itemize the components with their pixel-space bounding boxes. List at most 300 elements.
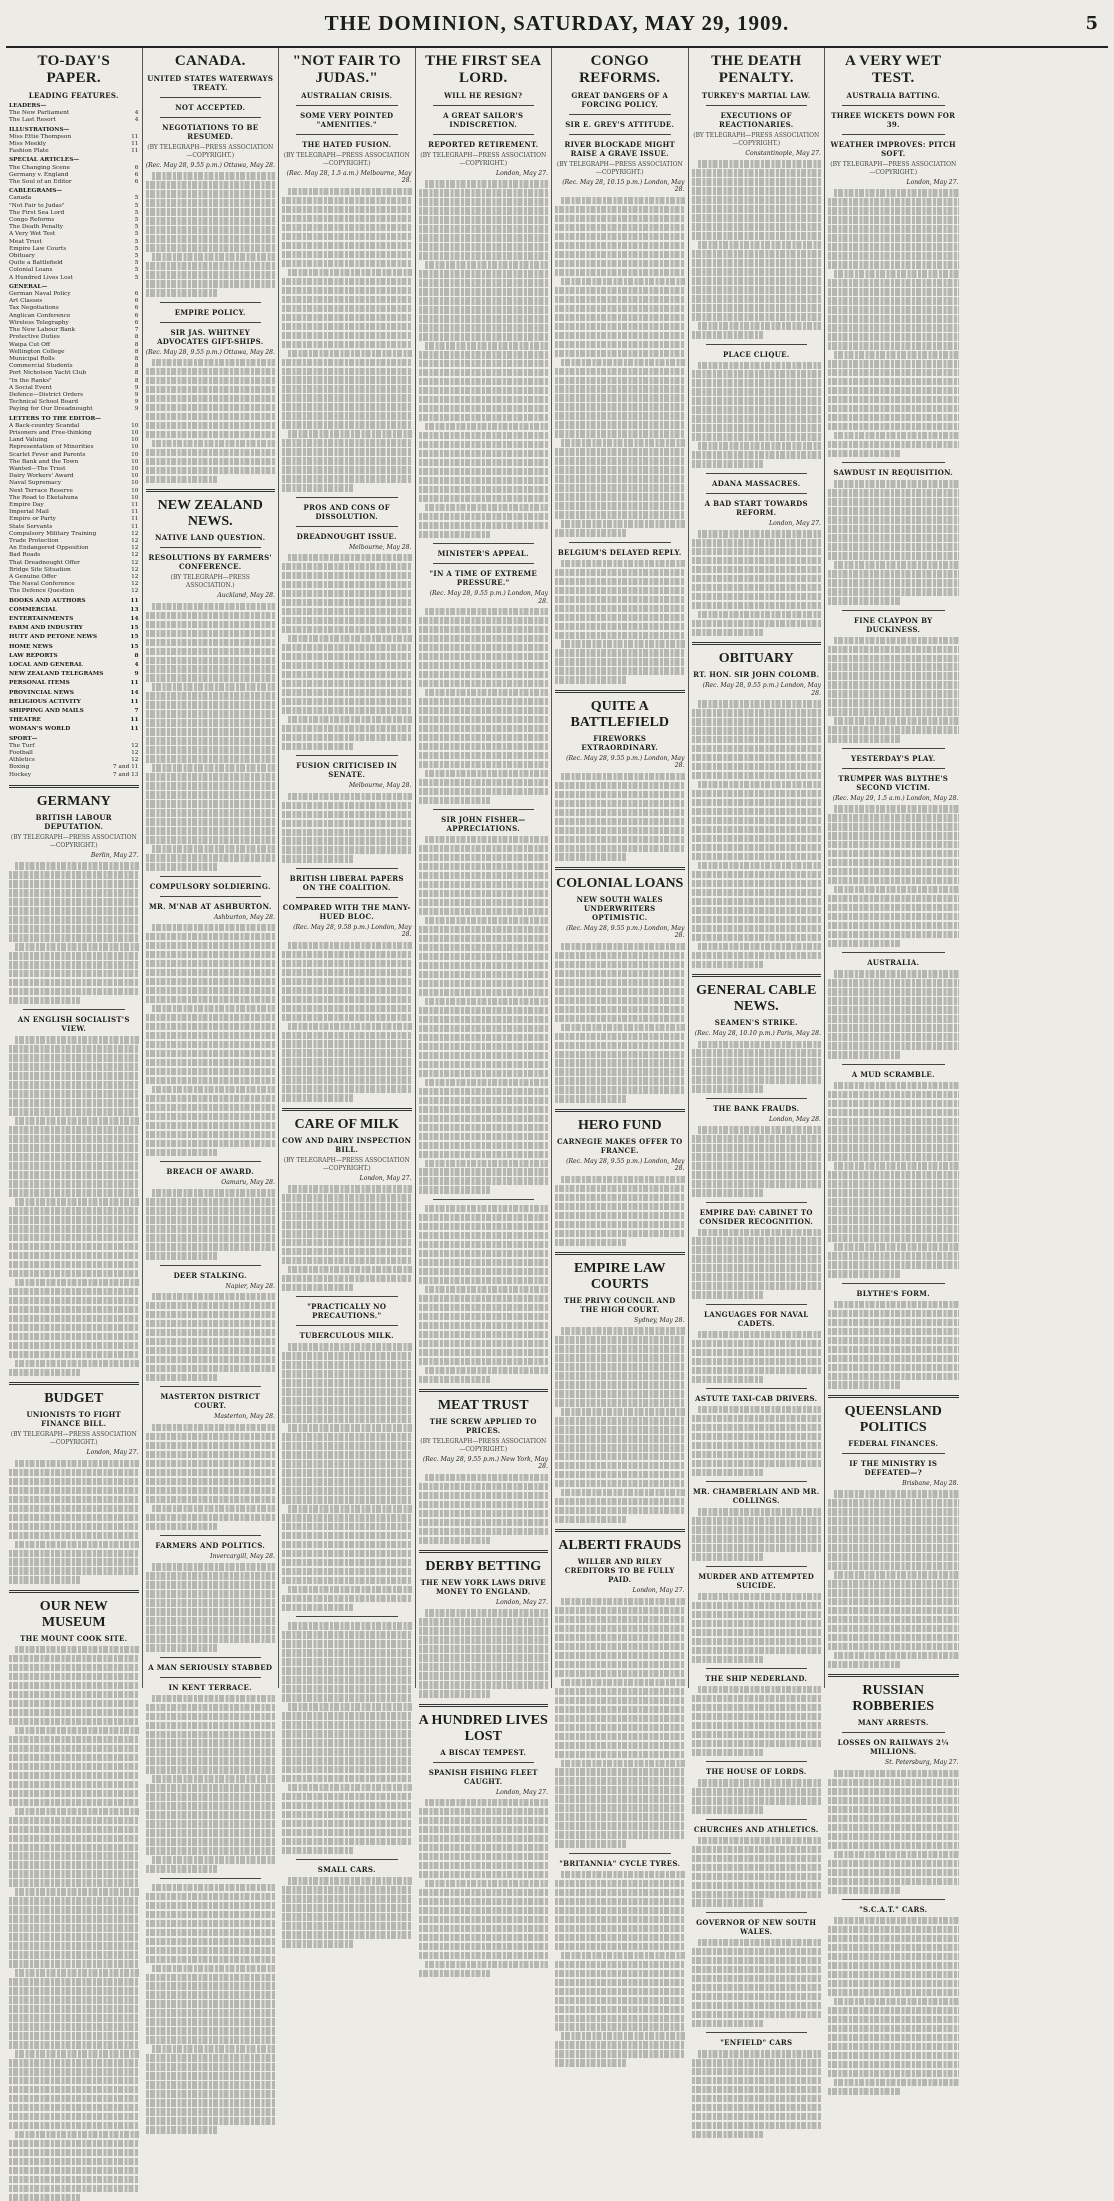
text-line: [555, 997, 685, 1004]
dateline: London, May 28.: [769, 1115, 821, 1123]
divider: [160, 97, 262, 98]
text-line: [146, 1947, 276, 1954]
text-line: [419, 1889, 549, 1896]
toc-entry: [9, 459, 139, 466]
text-line: [282, 332, 412, 339]
text-line: [146, 710, 276, 717]
text-line: [698, 241, 822, 248]
text-line: [828, 441, 959, 448]
text-line: [282, 960, 412, 967]
story-subhead: DEER STALKING.: [173, 1270, 247, 1280]
text-line: [555, 215, 685, 222]
byline: (BY TELEGRAPH—PRESS ASSOCIATION—COPYRIGHT.): [556, 161, 683, 176]
text-line: [828, 1033, 959, 1040]
text-line: [9, 2104, 139, 2111]
toc-entry: [9, 750, 139, 757]
text-line: [555, 466, 685, 473]
text-line: [419, 495, 549, 502]
text-line: [692, 1695, 822, 1702]
text-line: [146, 476, 217, 483]
text-line: [419, 1528, 549, 1535]
text-line: [282, 644, 412, 651]
text-line: [419, 1268, 549, 1275]
dateline: London, May 27.: [496, 170, 548, 177]
text-line: [9, 1261, 139, 1268]
dateline: London, May 27.: [632, 1587, 685, 1595]
text-line: [828, 543, 959, 550]
text-line: [419, 1510, 549, 1517]
text-line: [9, 961, 139, 968]
text-line: [692, 1984, 822, 1991]
toc-entry: [9, 370, 139, 377]
text-line: [692, 763, 822, 770]
text-line: [828, 579, 959, 586]
story-subhead: MR. M'NAB AT ASHBURTON.: [148, 901, 272, 911]
toc-entry-title: Protective Duties: [9, 334, 60, 341]
dateline: (Rec. May 28, 9.55 p.m.) London, May 28.: [566, 1157, 685, 1173]
text-line: [146, 1911, 276, 1918]
text-line: [555, 1813, 685, 1820]
toc-entry: [9, 625, 139, 632]
text-line: [692, 1975, 822, 1982]
text-line: [282, 987, 412, 994]
text-line: [555, 305, 685, 312]
text-line: [828, 913, 959, 920]
text-line: [555, 658, 685, 665]
story-headline: OBITUARY: [718, 651, 794, 667]
text-line: [15, 1360, 139, 1367]
text-line: [555, 1979, 685, 1986]
toc-entry: [9, 349, 139, 356]
text-line: [828, 877, 959, 884]
toc-entry: [9, 607, 139, 614]
text-line: [9, 1691, 139, 1698]
text-line: [692, 1713, 822, 1720]
text-line: [152, 764, 276, 771]
text-line: [828, 2007, 959, 2014]
text-line: [282, 1049, 412, 1056]
text-line: [282, 1931, 412, 1938]
text-line: [698, 611, 822, 618]
story-subhead: PROS AND CONS OF DISSOLUTION.: [303, 502, 390, 521]
divider: [569, 542, 671, 543]
text-line: [828, 333, 959, 340]
text-line: [419, 1133, 549, 1140]
text-line: [828, 1006, 959, 1013]
text-line: [828, 369, 959, 376]
text-line: [828, 414, 959, 421]
text-line: [146, 791, 276, 798]
text-line: [282, 1248, 412, 1255]
text-line: [425, 1880, 549, 1887]
story-body: [828, 189, 959, 457]
text-line: [146, 1766, 276, 1773]
text-line: [282, 475, 412, 482]
divider: [692, 642, 822, 645]
text-line: [555, 1804, 685, 1811]
story-subhead: RIVER BLOCKADE MIGHT RAISE A GRAVE ISSUE.: [564, 140, 676, 158]
text-line: [692, 1749, 763, 1756]
story-body: [282, 188, 412, 492]
text-line: [146, 1460, 276, 1467]
toc-entry-page: 10: [131, 458, 139, 465]
divider: [842, 1732, 945, 1733]
text-line: [419, 225, 549, 232]
text-line: [692, 934, 822, 941]
text-line: [698, 530, 822, 537]
text-line: [9, 1960, 139, 1967]
toc-entry-title: Hockey: [9, 771, 32, 778]
story-body: [146, 1695, 276, 1873]
text-line: [692, 1873, 822, 1880]
dateline: London, May 27.: [496, 1788, 548, 1796]
column-5: [552, 48, 689, 1868]
text-line: [419, 207, 549, 214]
story-body: [419, 1474, 549, 1544]
toc-entry-title: "Not Fair to Judas": [9, 202, 65, 209]
story-subhead: COW AND DAIRY INSPECTION BILL.: [282, 1135, 412, 1154]
text-line: [419, 531, 490, 538]
story-body: [692, 1686, 822, 1756]
text-line: [692, 1076, 822, 1083]
text-line: [9, 1189, 139, 1196]
column-headline: A VERY WET TEST.: [845, 53, 942, 86]
text-line: [692, 1704, 822, 1711]
text-line: [152, 172, 276, 179]
toc-entry-title: A Social Event: [9, 384, 52, 391]
text-line: [146, 942, 276, 949]
text-line: [146, 719, 276, 726]
text-line: [282, 457, 412, 464]
text-line: [9, 871, 139, 878]
text-line: [555, 800, 685, 807]
text-line: [9, 1288, 139, 1295]
text-line: [282, 996, 412, 1003]
text-line: [146, 1802, 276, 1809]
masthead: [6, 0, 1108, 48]
text-line: [692, 2020, 763, 2027]
text-line: [561, 1408, 685, 1415]
story-subhead: THE HATED FUSION.: [302, 140, 392, 149]
dateline: London, May 27.: [769, 519, 821, 527]
toc-entry-title: Bridge Site Situation: [9, 566, 71, 573]
text-line: [828, 663, 959, 670]
text-line: [698, 1686, 822, 1693]
text-line: [828, 1580, 959, 1587]
text-line: [555, 1961, 685, 1968]
text-line: [828, 2061, 959, 2068]
text-line: [828, 1806, 959, 1813]
divider: [160, 1265, 262, 1266]
divider: [706, 105, 808, 106]
text-line: [828, 1553, 959, 1560]
text-line: [419, 333, 549, 340]
toc-entry: [9, 385, 139, 392]
dateline: Melbourne, May 28.: [348, 543, 412, 551]
text-line: [282, 233, 412, 240]
text-line: [419, 279, 549, 286]
text-line: [282, 1940, 353, 1947]
text-line: [828, 1944, 959, 1951]
story-subhead: RT. HON. SIR JOHN COLOMB.: [693, 670, 820, 680]
text-line: [9, 1063, 139, 1070]
text-line: [146, 1077, 276, 1084]
text-line: [9, 1478, 139, 1485]
divider: [296, 868, 398, 869]
text-line: [15, 1646, 139, 1653]
text-line: [425, 1474, 549, 1481]
text-line: [828, 895, 959, 902]
story-body: [555, 1327, 685, 1523]
text-line: [419, 441, 549, 448]
text-line: [834, 1490, 959, 1497]
toc-entry: [9, 253, 139, 260]
text-line: [834, 637, 959, 644]
text-line: [419, 899, 549, 906]
text-line: [419, 1826, 549, 1833]
divider: [433, 105, 535, 106]
text-line: [692, 2086, 822, 2093]
text-line: [9, 1879, 139, 1886]
toc-entry-page: 12: [131, 750, 139, 757]
text-line: [146, 1974, 276, 1981]
text-line: [692, 1788, 822, 1795]
text-line: [555, 1706, 685, 1713]
text-line: [555, 1880, 685, 1887]
toc-entry: [9, 305, 139, 312]
text-line: [9, 1942, 139, 1949]
toc-entry-title: Athletics: [9, 757, 35, 764]
text-line: [419, 743, 549, 750]
toc-entry-page: 10: [131, 473, 139, 480]
text-line: [419, 1016, 549, 1023]
text-line: [425, 504, 549, 511]
toc-entry: [9, 757, 139, 764]
text-line: [9, 1817, 139, 1824]
text-line: [555, 2041, 685, 2048]
text-line: [9, 880, 139, 887]
text-line: [282, 260, 412, 267]
text-line: [146, 755, 276, 762]
text-line: [282, 1257, 412, 1264]
text-line: [419, 926, 549, 933]
text-line: [282, 1221, 412, 1228]
text-line: [282, 1802, 412, 1809]
text-line: [425, 1799, 549, 1806]
text-line: [834, 886, 959, 893]
text-line: [561, 943, 685, 950]
divider: [160, 117, 262, 118]
text-line: [419, 369, 549, 376]
text-line: [9, 1924, 139, 1931]
story-body: [419, 1205, 549, 1383]
text-line: [282, 1541, 412, 1548]
text-line: [419, 1043, 549, 1050]
text-line: [282, 1388, 412, 1395]
text-line: [9, 1523, 139, 1530]
text-line: [282, 1397, 412, 1404]
text-line: [9, 970, 139, 977]
text-line: [419, 935, 549, 942]
text-line: [146, 1140, 276, 1147]
toc-entry-page: 5: [134, 274, 139, 281]
text-line: [146, 449, 276, 456]
story-subhead: COMPULSORY SOLDIERING.: [149, 881, 271, 891]
text-line: [828, 690, 959, 697]
text-line: [419, 1681, 549, 1688]
story-body: [419, 836, 549, 1194]
toc-entry-page: 10: [131, 422, 139, 429]
toc-entry-title: THEATRE: [9, 717, 41, 724]
text-line: [692, 1085, 763, 1092]
divider: [9, 785, 139, 788]
dateline: (Rec. May 28, 9.55 p.m.) London, May 28.: [429, 590, 548, 605]
text-line: [419, 881, 549, 888]
column-6: [689, 48, 826, 2048]
toc-entry-title: HOME NEWS: [9, 643, 53, 650]
text-line: [152, 1775, 276, 1782]
text-line: [698, 442, 822, 449]
text-line: [555, 596, 685, 603]
divider: [842, 610, 945, 611]
dateline: (Rec. May 28, 1.5 a.m.) Melbourne, May 28.: [286, 170, 412, 185]
toc-entry-title: That Dreadnought Offer: [9, 559, 80, 566]
text-line: [9, 1514, 139, 1521]
dateline: London, May 27.: [906, 179, 959, 186]
toc-section: CABLEGRAMS—: [9, 188, 63, 195]
text-line: [555, 484, 685, 491]
text-line: [834, 351, 959, 358]
text-line: [15, 862, 139, 869]
story-body: [555, 773, 685, 861]
text-line: [146, 960, 276, 967]
toc-entry-title: Miss Meekly: [9, 141, 47, 148]
text-line: [555, 952, 685, 959]
text-line: [282, 439, 412, 446]
text-line: [288, 350, 412, 357]
toc-entry-title: COMMERCIAL: [9, 606, 57, 613]
text-line: [828, 1337, 959, 1344]
text-line: [282, 671, 412, 678]
text-line: [9, 1532, 139, 1539]
text-line: [828, 1661, 900, 1668]
text-line: [555, 2059, 626, 2066]
text-line: [146, 1626, 276, 1633]
text-line: [146, 2027, 276, 2034]
text-line: [828, 234, 959, 241]
toc-entry: [9, 275, 139, 282]
text-line: [692, 2077, 822, 2084]
toc-entry-title: Technical School Board: [9, 399, 79, 406]
text-line: [146, 1704, 276, 1711]
text-line: [282, 1451, 412, 1458]
story-body: [828, 1917, 959, 2095]
text-line: [146, 1829, 276, 1836]
text-line: [146, 1748, 276, 1755]
text-line: [288, 1185, 412, 1192]
text-line: [282, 242, 412, 249]
text-line: [828, 288, 959, 295]
story-subhead: "IN A TIME OF EXTREME PRESSURE.": [429, 569, 538, 588]
text-line: [555, 332, 685, 339]
text-line: [555, 1444, 685, 1451]
text-line: [561, 773, 685, 780]
column-headline: CONGO REFORMS.: [579, 53, 661, 86]
text-line: [561, 1024, 685, 1031]
toc-section: LEADERS—: [9, 103, 47, 109]
story-subhead: "PRACTICALLY NO PRECAUTIONS.": [307, 1302, 387, 1321]
text-line: [146, 1252, 217, 1259]
text-line: [692, 1806, 763, 1813]
text-line: [828, 1526, 959, 1533]
text-line: [146, 987, 276, 994]
text-line: [692, 1882, 822, 1889]
text-line: [419, 980, 549, 987]
text-line: [828, 243, 959, 250]
story-subhead: BRITISH LIBERAL PAPERS ON THE COALITION.: [289, 873, 404, 892]
text-line: [828, 1118, 959, 1125]
text-line: [419, 707, 549, 714]
text-line: [834, 432, 959, 439]
text-line: [555, 1943, 685, 1950]
text-line: [152, 1884, 276, 1891]
text-line: [152, 359, 276, 366]
text-line: [9, 2095, 139, 2102]
text-line: [9, 1664, 139, 1671]
text-line: [146, 827, 276, 834]
text-line: [555, 1363, 685, 1370]
toc-entry: [9, 671, 139, 678]
dateline: (Rec. May 28, 9.55 p.m.) London, May 28.: [566, 924, 685, 940]
dateline: London, May 27.: [359, 1174, 412, 1182]
text-line: [9, 1315, 139, 1322]
text-line: [146, 1514, 276, 1521]
text-line: [419, 716, 549, 723]
text-line: [146, 1216, 276, 1223]
toc-entry-page: 12: [131, 552, 139, 559]
text-line: [419, 315, 549, 322]
text-line: [555, 1625, 685, 1632]
text-line: [692, 187, 822, 194]
divider: [842, 1899, 945, 1900]
dateline: St. Petersburg, May 27.: [885, 1759, 959, 1767]
text-line: [146, 692, 276, 699]
text-line: [146, 1938, 276, 1945]
text-line: [282, 707, 412, 714]
toc-entry: [9, 545, 139, 552]
byline: (BY TELEGRAPH—PRESS ASSOCIATION—COPYRIGHT.): [147, 144, 274, 159]
text-line: [828, 360, 959, 367]
story-subhead: LOSSES ON RAILWAYS 2¼ MILLIONS.: [837, 1738, 949, 1757]
text-line: [419, 1177, 549, 1184]
text-line: [9, 1861, 139, 1868]
text-line: [419, 468, 549, 475]
text-line: [419, 189, 549, 196]
text-line: [152, 603, 276, 610]
text-line: [555, 323, 685, 330]
text-line: [419, 1898, 549, 1905]
story-subhead: ADANA MASSACRES.: [711, 478, 801, 488]
story-subhead: TUBERCULOUS MILK.: [299, 1331, 394, 1341]
text-line: [146, 244, 276, 251]
text-line: [692, 575, 822, 582]
text-line: [419, 243, 549, 250]
text-line: [146, 1131, 276, 1138]
text-line: [419, 1376, 490, 1383]
toc-entry-page: 7 and 11: [112, 764, 139, 771]
text-line: [146, 621, 276, 628]
text-line: [561, 197, 685, 204]
